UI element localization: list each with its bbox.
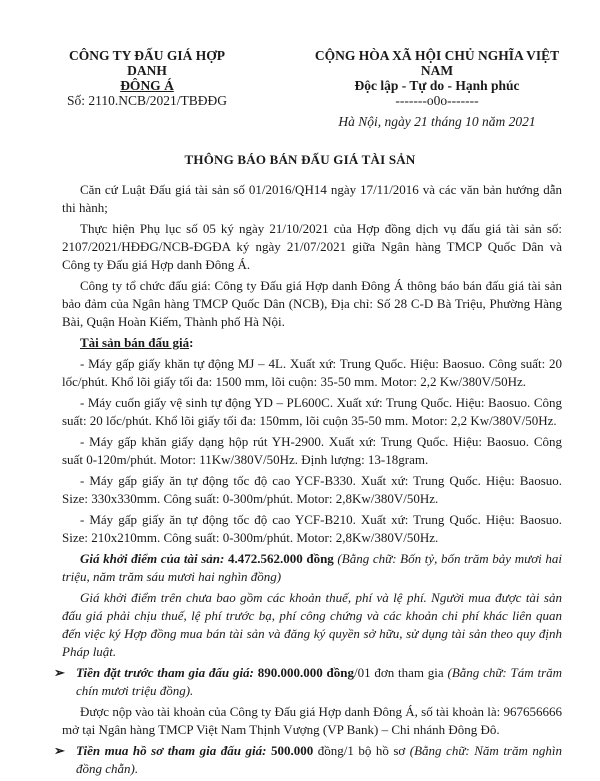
arrow-bullet-icon: ➢ [54,743,65,758]
assets-heading-label: Tài sản bán đấu giá [80,335,190,350]
header-right [302,48,572,129]
assets-heading [62,334,562,352]
document-title: THÔNG BÁO BÁN ĐẤU GIÁ TÀI SẢN [184,152,416,167]
motto: Độc lập - Tự do - Hạnh phúc [354,78,520,93]
header-left [52,48,242,108]
dossier-fee-label: Tiền mua hồ sơ tham gia đấu giá: [76,743,271,758]
paragraph-contract: Thực hiện Phụ lục số 05 ký ngày 21/10/2021 của Hợp đồng dịch vụ đấu giá tài sản số: 2107/2021/HĐĐG/NCB-ĐGĐA ký ngày 21/07/2021 giữa Ngân hàng TMCP Quốc Dân và Công ty Đấu giá Hợp danh Đông Á. [62,221,562,272]
dossier-fee-value: 500.000 [270,743,314,758]
starting-price [62,550,562,586]
asset-item: - Máy cuốn giấy vệ sinh tự động YD – PL600C. Xuất xứ: Trung Quốc. Hiệu: Baosuo. Công suất: 20 lốc/phút. Khổ lõi giấy tối đa: 150mm, lõi cuộn 35-50 mm. Motor: 2,2 Kw/380V/50Hz. [62,395,562,428]
starting-price-label: Giá khởi điểm của tài sản: [80,551,228,566]
asset-item: - Máy gấp giấy khăn tự động MJ – 4L. Xuất xứ: Trung Quốc. Hiệu: Baosuo. Công suất: 20 lốc/phút. Khổ lõi giấy tối đa: 1500 mm, lõi cuộn: 35-50 mm. Motor: 2,2 Kw/380V/50Hz. [62,356,562,389]
national-title: CỘNG HÒA XÃ HỘI CHỦ NGHĨA VIỆT NAM [314,48,560,78]
deposit-line [54,664,562,700]
starting-price-note: Giá khởi điểm trên chưa bao gồm các khoản thuế, phí và lệ phí. Người mua được tài sản đấu giá phải chịu thuế, lệ phí trước bạ, phí công chứng và các khoản chi phí khác liên quan đến việc ký Hợp đồng mua bán tài sản và đăng ký quyền sở hữu, sử dụng tài sản theo quy định Pháp luật. [62,590,562,659]
org-name-line1: CÔNG TY ĐẤU GIÁ HỢP DANH [68,48,225,78]
starting-price-words: (Bằng chữ: Bốn tỷ, bốn trăm bảy mươi hai triệu, năm trăm sáu mươi hai nghìn đồng) [62,551,562,584]
arrow-bullet-icon: ➢ [54,665,65,680]
paragraph-organizer: Công ty tổ chức đấu giá: Công ty Đấu giá Hợp danh Đông Á thông báo bán đấu giá tài sản bảo đảm của Ngân hàng TMCP Quốc Dân (NCB), Địa chỉ: Số 28 C-D Bà Triệu, Phường Hàng Bài, Quận Hoàn Kiếm, Thành phố Hà Nội. [62,278,562,329]
issue-date: Hà Nội, ngày 21 tháng 10 năm 2021 [338,114,536,129]
starting-price-value: 4.472.562.000 đồng [227,551,334,566]
deposit-account-note: Được nộp vào tài khoản của Công ty Đấu giá Hợp danh Đông Á, số tài khoản là: 967656666 mở tại Ngân hàng TMCP Việt Nam Thịnh Vượng (VP Bank) – Chi nhánh Đông Đô. [62,704,562,737]
dossier-fee-line [54,742,562,778]
org-name-line2: ĐÔNG Á [120,78,174,93]
assets-heading-suffix: : [189,335,194,350]
deposit-suffix: /01 đơn tham gia [353,665,448,680]
document-body [54,181,563,781]
asset-item: - Máy gấp khăn giấy dạng hộp rút YH-2900. Xuất xứ: Trung Quốc. Hiệu: Baosuo. Công suất 0-120m/phút. Motor: 11Kw/380V/50Hz. Định lượng: 13-18gram. [62,434,562,467]
asset-item: - Máy gấp giấy ăn tự động tốc độ cao YCF-B210. Xuất xứ: Trung Quốc. Hiệu: Baosuo. Size: 210x210mm. Công suất: 0-300m/phút. Motor: 2,8Kw/380V/50Hz. [62,512,562,545]
doc-number: Số: 2110.NCB/2021/TBĐĐG [66,93,228,108]
dossier-fee-words: (Bằng chữ: Năm trăm nghìn đồng chẵn). [76,743,562,776]
asset-item: - Máy gấp giấy ăn tự động tốc độ cao YCF-B330. Xuất xứ: Trung Quốc. Hiệu: Baosuo. Size: 330x330mm. Công suất: 0-300m/phút. Motor: 2,8Kw/380V/50Hz. [62,473,562,506]
deposit-value: 890.000.000 đồng [257,665,354,680]
separator: -------o0o------- [395,93,479,108]
dossier-fee-suffix: đồng/1 bộ hồ sơ [313,743,410,758]
deposit-words: (Bằng chữ: Tám trăm chín mươi triệu đồng). [76,665,563,698]
deposit-label: Tiền đặt trước tham gia đấu giá: [76,665,258,680]
paragraph-legal-basis: Căn cứ Luật Đấu giá tài sản số 01/2016/QH14 ngày 17/11/2016 và các văn bản hướng dẫn thi hành; [62,182,562,215]
